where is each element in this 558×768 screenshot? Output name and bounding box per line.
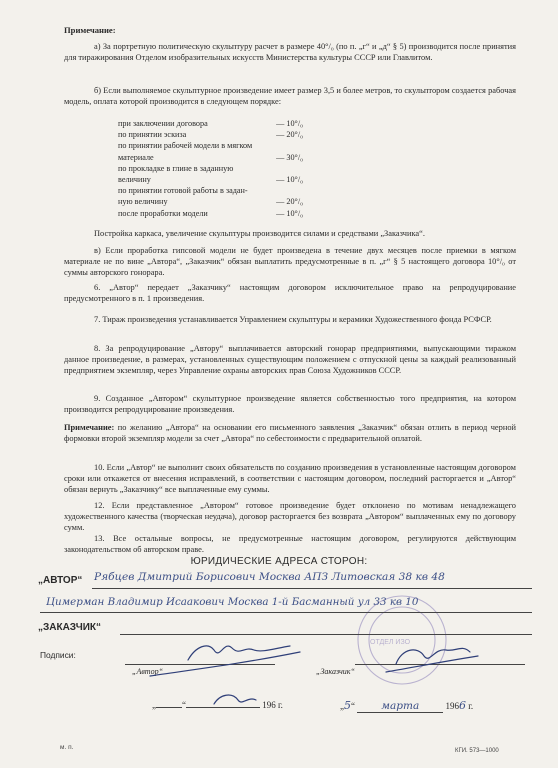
note-header: Примечание: xyxy=(64,25,116,35)
schedule-stage: ную величину xyxy=(118,197,168,207)
schedule-stage: по принятии эскиза xyxy=(118,130,187,140)
print-code: КГИ. 573—1000 xyxy=(455,748,499,754)
date-right: „5“ марта 1966 г. xyxy=(340,699,474,712)
date-left: „ “ 196 г. xyxy=(152,700,283,710)
addresses-title: ЮРИДИЧЕСКИЕ АДРЕСА СТОРОН: xyxy=(190,556,368,567)
schedule-stage: после проработки модели xyxy=(118,208,208,218)
note-label: Примечание: xyxy=(64,423,115,432)
signatures-label: Подписи: xyxy=(40,650,76,660)
seal-placeholder-mp: м. п. xyxy=(60,744,74,751)
sig-customer-caption: „Заказчик“ xyxy=(316,667,355,676)
schedule-stage: при заключении договора xyxy=(118,119,208,128)
paragraph-9: 9. Созданное „Автором“ скульптурное произведение является собственностью того предприятия, на котором производится репродуцирование произведения. xyxy=(64,394,516,415)
note-text: по желанию „Автора“ на основании его письменного заявления „Заказчик“ обязан отлить в период черной формовки второй экземпляр модели за счет „Автора“ по себестоимости с предварительной оплатой. xyxy=(64,423,516,444)
customer-signature xyxy=(386,648,478,672)
paragraph-a: а) За портретную политическую скульптуру расчет в размере 40°/₀ (по п. „г“ и „д“ § 5) производится после принятия для тиражирования Отделом изобразительных искусств Министерства культуры СССР или Главлитом. xyxy=(64,42,516,63)
author-signature xyxy=(150,646,300,676)
paragraph-12: 12. Если представленное „Автором“ готовое произведение будет отклонено по мотивам ненадлежащего художественного качества (творческая неудача), договор расторгается без возврата „Автором“ выплаченных ему по договору сумм. xyxy=(64,501,516,533)
schedule-stage: величину xyxy=(118,175,151,185)
schedule-value: — 20°/₀ xyxy=(276,197,303,207)
paragraph-6: 6. „Автор“ передает „Заказчику“ настоящим договором исключительное право на репродуцирование предусмотренного в п. 1 произведения. xyxy=(64,283,516,304)
paragraph-karkas: Постройка каркаса, увеличение скульптуры производится силами и средствами „Заказчика“. xyxy=(94,229,425,238)
paragraph-8: 8. За репродуцирование „Автору“ выплачивается авторский гонорар предприятиями, выпускающими тиражом данное произведение, в размерах, установленных существующим положением с отпускной цены за каждый реализованный предприятием экземпляр, через Управление охраны авторских прав Союза Художников СССР. xyxy=(64,344,516,376)
schedule-stage: материале xyxy=(118,152,154,162)
schedule-value: — 10°/₀ xyxy=(276,119,303,128)
paragraph-13: 13. Все остальные вопросы, не предусмотренные настоящим договором, регулируются действующим законодательством об авторском праве. xyxy=(64,534,516,555)
customer-address-handwritten: Цимерман Владимир Исаакович Москва 1-й Басманный ул 33 кв 10 xyxy=(46,596,419,608)
author-label: „АВТОР“ xyxy=(38,575,83,586)
schedule-stage: по принятии рабочей модели в мягком xyxy=(118,141,253,151)
paragraph-7: 7. Тираж произведения устанавливается Управлением скульптуры и керамики Художественного фонда РСФСР. xyxy=(94,315,492,324)
paragraph-v: в) Если проработка гипсовой модели не будет произведена в течение двух месяцев после приемки в мягком материале не по вине „Автора“, „Заказчик“ обязан выплатить предусмотренные в п. „г“ § 5 настоящего договора 10°/₀ от суммы авторского гонорара. xyxy=(64,246,516,278)
schedule-value: — 20°/₀ xyxy=(276,130,303,140)
sig-author-caption: „Автор“ xyxy=(132,667,164,676)
schedule-value: — 30°/₀ xyxy=(276,152,303,162)
paragraph-b: б) Если выполняемое скульптурное произведение имеет размер 3,5 и более метров, то скульптором создается рабочая модель, оплата которой производится в следующем порядке: xyxy=(64,86,516,107)
author-address-handwritten: Рябцев Дмитрий Борисович Москва АПЗ Литовская 38 кв 48 xyxy=(94,571,445,583)
schedule-value: — 10°/₀ xyxy=(276,208,303,218)
customer-label: „ЗАКАЗЧИК“ xyxy=(38,622,102,633)
svg-text:ОТДЕЛ ИЗО: ОТДЕЛ ИЗО xyxy=(370,639,411,646)
schedule-stage: по принятии готовой работы в задан- xyxy=(118,186,248,196)
schedule-value: — 10°/₀ xyxy=(276,175,303,185)
schedule-stage: по прокладке в глине в заданную xyxy=(118,163,234,173)
paragraph-10: 10. Если „Автор“ не выполнит своих обязательств по созданию произведения в установленные настоящим договором сроки или откажется от внесения исправлений, в соответствии с настоящим договором, последний расторгается и „Автор“ обязан вернуть „Заказчику“ все выплаченные ему суммы. xyxy=(64,463,516,495)
